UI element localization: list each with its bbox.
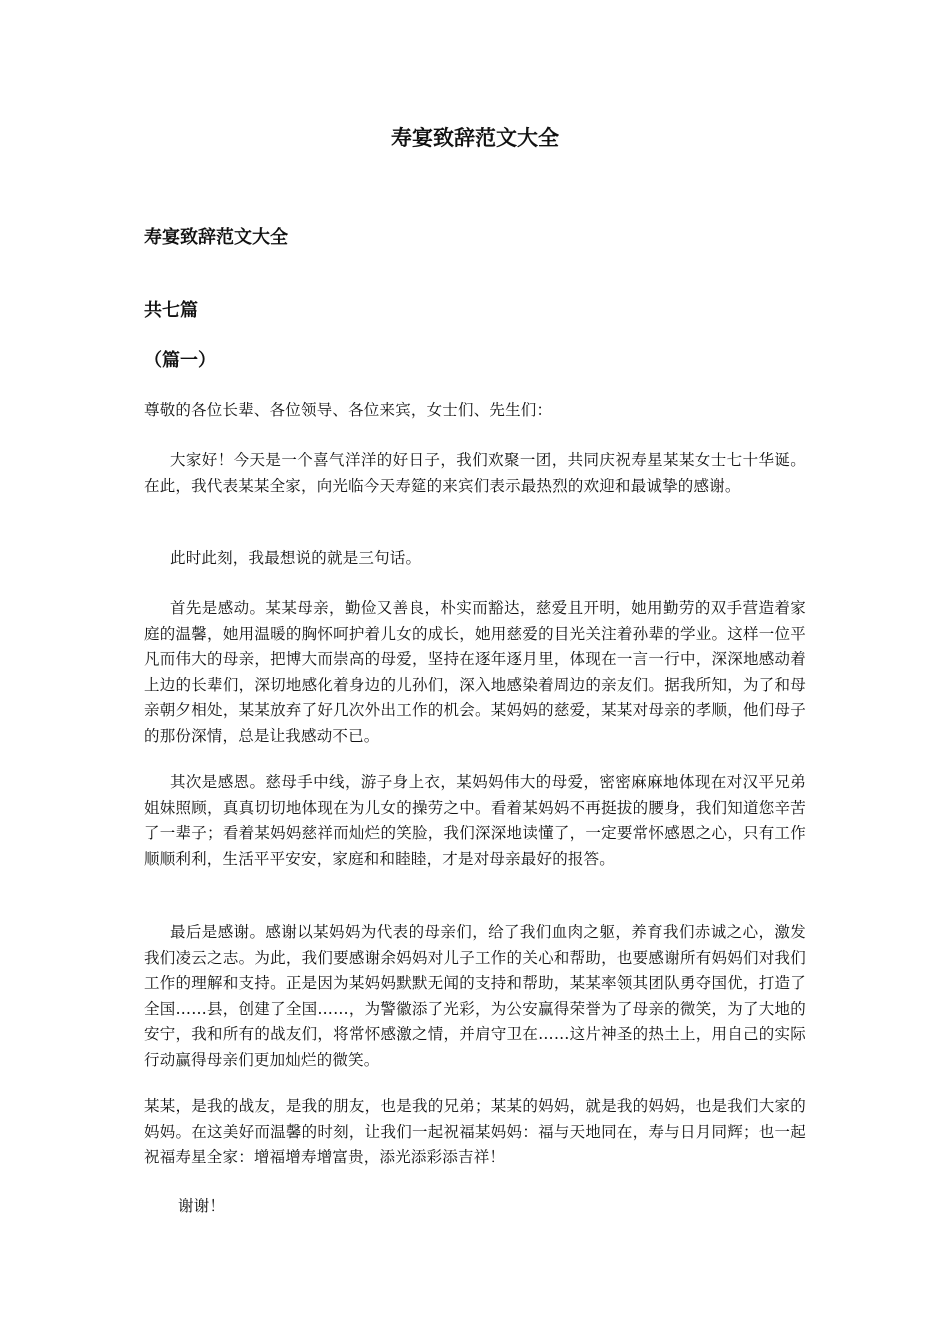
- paragraph-moved: 首先是感动。某某母亲，勤俭又善良，朴实而豁达，慈爱且开明，她用勤劳的双手营造着家庭的温馨，她用温暖的胸怀呵护着儿女的成长，她用慈爱的目光关注着孙辈的学业。这样一位平凡而伟大的母亲，把博大而崇高的母爱，坚持在逐年逐月里，体现在一言一行中，深深地感动着上边的长辈们，深切地感化着身边的儿孙们，深入地感染着周边的亲友们。据我所知，为了和母亲朝夕相处，某某放弃了好几次外出工作的机会。某妈妈的慈爱，某某对母亲的孝顺，他们母子的那份深情，总是让我感动不已。: [144, 599, 806, 745]
- salutation: 尊敬的各位长辈、各位领导、各位来宾，女士们、先生们：: [144, 401, 553, 419]
- paragraph-thanks: 最后是感谢。感谢以某妈妈为代表的母亲们，给了我们血肉之躯，养育我们赤诚之心，激发我们凌云之志。为此，我们要感谢余妈妈对儿子工作的关心和帮助，也要感谢所有妈妈们对我们工作的理解和支持。正是因为某妈妈默默无闻的支持和帮助，某某率领其团队勇夺国优，打造了全国……县，创建了全国……，为警徽添了光彩，为公安赢得荣誉为了母亲的微笑，为了大地的安宁，我和所有的战友们，将常怀感激之情，并肩守卫在……这片神圣的热土上，用自己的实际行动赢得母亲们更加灿烂的微笑。: [144, 923, 806, 1069]
- section-label: （篇一）: [144, 350, 216, 371]
- paragraph-blessing: 某某，是我的战友，是我的朋友，也是我的兄弟；某某的妈妈，就是我的妈妈，也是我们大家的妈妈。在这美好而温馨的时刻，让我们一起祝福某妈妈：福与天地同在，寿与日月同辉；也一起祝福寿星全家：增福增寿增富贵，添光添彩添吉祥！: [144, 1097, 806, 1166]
- document-title: 寿宴致辞范文大全: [391, 125, 559, 150]
- paragraph-gratitude: 其次是感恩。慈母手中线，游子身上衣，某妈妈伟大的母爱，密密麻麻地体现在对汉平兄弟姐妹照顾，真真切切地体现在为儿女的操劳之中。看着某妈妈不再挺拔的腰身，我们知道您辛苦了一辈子；看着某妈妈慈祥而灿烂的笑脸，我们深深地读懂了，一定要常怀感恩之心，只有工作顺顺利利，生活平平安安，家庭和和睦睦，才是对母亲最好的报答。: [144, 773, 806, 868]
- document-subtitle: 寿宴致辞范文大全: [144, 227, 288, 248]
- article-count-label: 共七篇: [144, 300, 198, 321]
- paragraph-three-sentences: 此时此刻，我最想说的就是三句话。: [170, 549, 422, 567]
- closing-thanks: 谢谢！: [178, 1197, 226, 1215]
- paragraph-greeting: 大家好！今天是一个喜气洋洋的好日子，我们欢聚一团，共同庆祝寿星某某女士七十华诞。在此，我代表某某全家，向光临今天寿筵的来宾们表示最热烈的欢迎和最诚挚的感谢。: [144, 451, 806, 495]
